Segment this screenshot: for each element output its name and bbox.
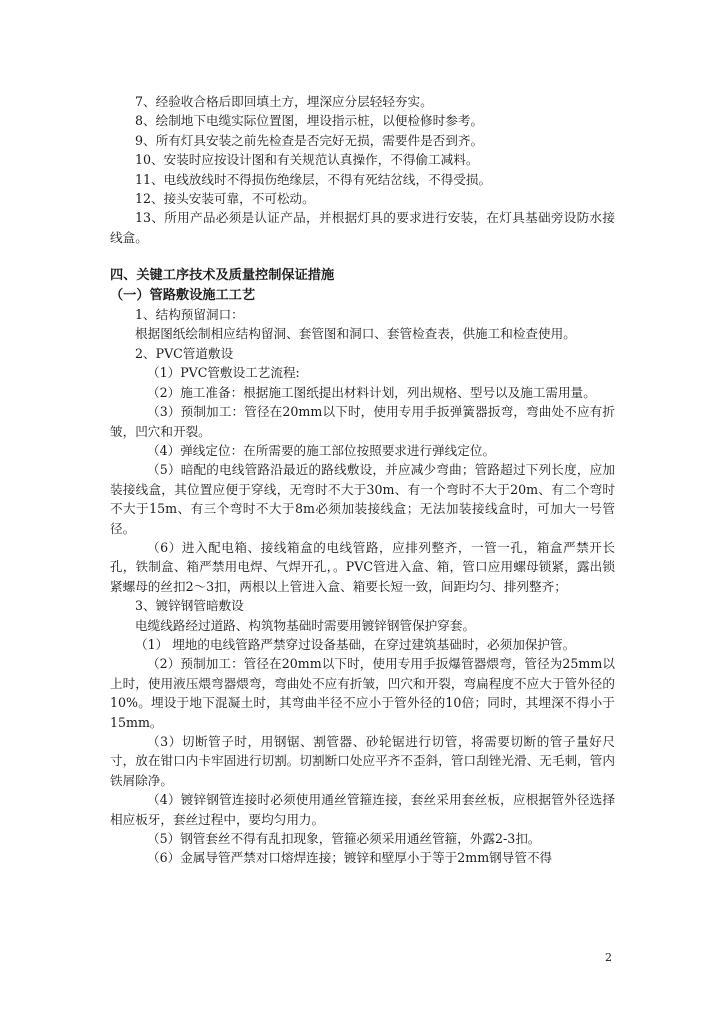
- paragraph: （4）镀锌钢管连接时必须使用通丝管箍连接，套丝采用套丝板，应根据管外径选择相应板牙，套丝过程中，要均匀用力。: [110, 792, 615, 827]
- paragraph: （1）PVC管敷设工艺流程:: [147, 365, 300, 381]
- page-body: [110, 92, 615, 868]
- paragraph: 11、电线放线时不得损伤绝缘层，不得有死结岔线，不得受损。: [135, 171, 492, 187]
- paragraph: （5）钢管套丝不得有乱扣现象，管箍必须采用通丝管箍，外露2-3扣。: [147, 831, 541, 847]
- section-heading: 四、关键工序技术及质量控制保证措施: [110, 268, 335, 284]
- paragraph: 12、接头安装可靠，不可松动。: [135, 191, 315, 207]
- paragraph: 13、所用产品必须是认证产品，并根据灯具的要求进行安装，在灯具基础旁设防水接线盒。: [110, 210, 615, 245]
- paragraph: （3）预制加工：管径在20mm以下时，使用专用手扳弹簧器扳弯，弯曲处不应有折皱，凹穴和开裂。: [110, 404, 615, 439]
- paragraph: 8、绘制地下电缆实际位置图，埋设指示桩，以便检修时参考。: [135, 113, 484, 129]
- paragraph: 2、PVC管道敷设: [135, 345, 234, 361]
- paragraph: 根据图纸绘制相应结构留洞、套管图和洞口、套管检查表，供施工和检查使用。: [135, 326, 576, 342]
- paragraph: （6）进入配电箱、接线箱盒的电线管路，应排列整齐，一管一孔，箱盒严禁开长孔，铁制盒、箱严禁用电焊、气焊开孔，。PVC管进入盒、箱，管口应用螺母锁紧，露出锁紧螺母的丝扣2～3扣，两根以上管进入盒、箱要长短一致，间距均匀、排列整齐；: [110, 539, 615, 594]
- paragraph: （5）暗配的电线管路沿最近的路线敷设，并应减少弯曲；管路超过下列长度，应加装接线盒，其位置应便于穿线，无弯时不大于30m、有一个弯时不大于20m、有二个弯时不大于15m、有三个弯时不大于8m必须加装接线盒；无法加装接线盒时，可加大一号管径。: [110, 462, 615, 536]
- paragraph-gap: [110, 247, 615, 266]
- paragraph: （2）施工准备：根据施工图纸提出材料计划，列出规格、型号以及施工需用量。: [147, 384, 596, 400]
- section-heading: （一）管路敷设施工工艺: [110, 287, 256, 303]
- paragraph: （6）金属导管严禁对口熔焊连接；镀锌和壁厚小于等于2mm钢导管不得: [147, 850, 553, 866]
- paragraph: （4）弹线定位：在所需要的施工部位按照要求进行弹线定位。: [147, 442, 496, 458]
- paragraph: 3、镀锌钢管暗敷设: [135, 598, 244, 614]
- paragraph: 7、经验收合格后即回填土方，埋深应分层轻轻夯实。: [135, 94, 433, 109]
- paragraph: 电缆线路经过道路、构筑物基础时需要用镀锌钢管保护穿套。: [135, 617, 476, 633]
- paragraph: 9、所有灯具安装之前先检查是否完好无损，需要件是否到齐。: [135, 132, 484, 148]
- paragraph: 10、安装时应按设计图和有关规范认真操作，不得偷工减料。: [135, 152, 479, 168]
- paragraph: 1、结构预留洞口：: [135, 307, 244, 323]
- paragraph: （3）切断管子时，用钢锯、割管器、砂轮锯进行切管，将需要切断的管子量好尺寸，放在钳口内卡牢固进行切割。切割断口处应平齐不歪斜，管口刮锉光滑、无毛刺，管内铁屑除净。: [110, 734, 615, 788]
- paragraph: （2）预制加工：管径在20mm以下时，使用专用手扳爆管器煨弯，管径为25mm以上时，使用液压煨弯器煨弯，弯曲处不应有折皱，凹穴和开裂，弯扁程度不应大于管外径的10%。埋设于地下混凝土时，其弯曲半径不应小于管外径的10倍；同时，其埋深不得小于15mm。: [110, 656, 615, 730]
- page-number: 2: [605, 951, 612, 964]
- paragraph: （1） 埋地的电线管路严禁穿过设备基础，在穿过建筑基础时，必须加保护管。: [135, 636, 576, 652]
